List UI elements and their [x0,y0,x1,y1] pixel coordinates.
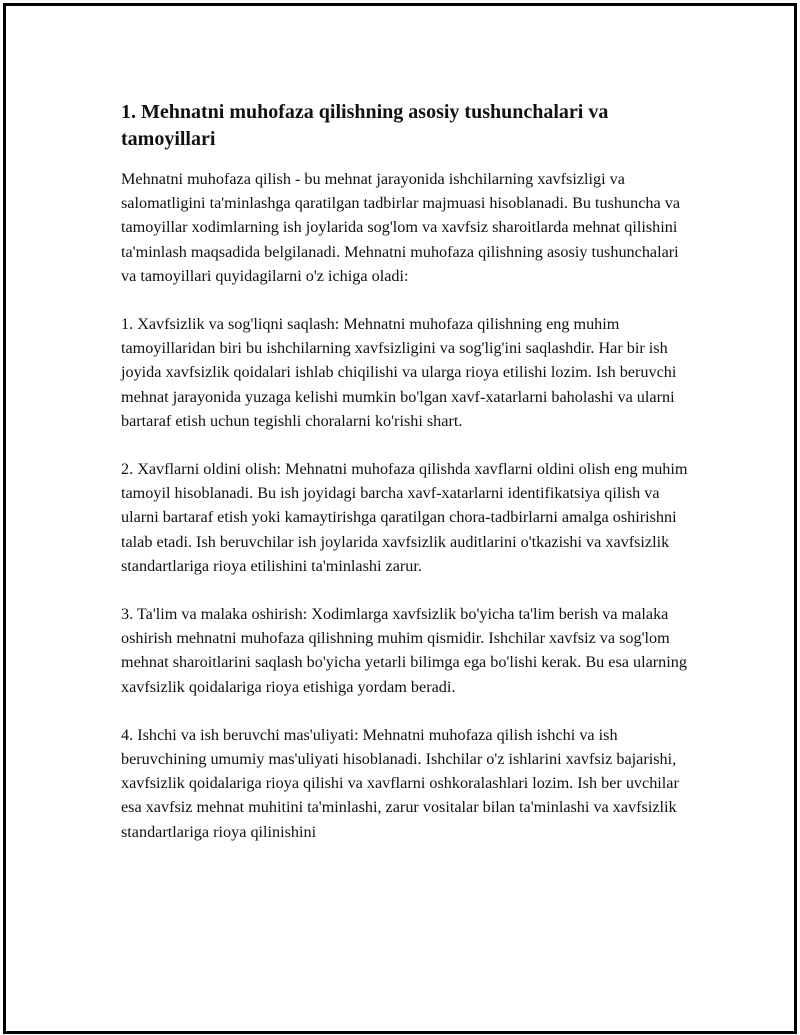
principle-prevention-paragraph: 2. Xavflarni oldini olish: Mehnatni muhofaza qilishda xavflarni oldini olish eng muhim tamoyil hisoblanadi. Bu ish joyidagi barcha xavf-xatarlarni identifikatsiya qilish va ularni bartaraf etish yoki kamaytirishga qaratilgan chora-tadbirlarni amalga oshirishni talab etadi. Ish beruvchilar ish joylarida xavfsizlik auditlarini o'tkazishi va xavfsizlik standartlariga rioya etilishini ta'minlashi zarur. [121,460,688,575]
section-heading: 1. Mehnatni muhofaza qilishning asosiy tushunchalari va tamoyillari [121,101,609,150]
principle-responsibility-paragraph: 4. Ishchi va ish beruvchi mas'uliyati: Mehnatni muhofaza qilish ishchi va ish beruvchining umumiy mas'uliyati hisoblanadi. Ishchilar o'z ishlarini xavfsiz bajarishi, xavfsizlik qoidalariga rioya qilishi va xavflarni oshkoralashlari lozim. Ish ber uvchilar esa xavfsiz mehnat muhitini ta'minlashi, zarur vositalar bilan ta'minlashi va xavfsizlik standartlariga rioya qilinishini [121,725,679,841]
page-frame [3,3,797,1034]
intro-paragraph: Mehnatni muhofaza qilish - bu mehnat jarayonida ishchilarning xavfsizligi va salomatligini ta'minlashga qaratilgan tadbirlar majmuasi hisoblanadi. Bu tushuncha va tamoyillar xodimlarning ish joylarida sog'lom va xavfsiz sharoitlarda mehnat qilishini ta'minlash maqsadida belgilanadi. Mehnatni muhofaza qilishning asosiy tushunchalari va tamoyillari quyidagilarni o'z ichiga oladi: [121,170,681,285]
document-body [121,99,693,868]
principle-training-paragraph: 3. Ta'lim va malaka oshirish: Xodimlarga xavfsizlik bo'yicha ta'lim berish va malaka oshirish mehnatni muhofaza qilishning muhim qismidir. Ishchilar xavfsiz va sog'lom mehnat sharoitlarini saqlash bo'yicha yetarli bilimga ega bo'lishi kerak. Bu esa ularning xavfsizlik qoidalariga rioya etishiga yordam beradi. [121,605,687,696]
principle-safety-paragraph: 1. Xavfsizlik va sog'liqni saqlash: Mehnatni muhofaza qilishning eng muhim tamoyillaridan biri bu ishchilarning xavfsizligini va sog'lig'ini saqlashdir. Har bir ish joyida xavfsizlik qoidalari ishlab chiqilishi va ularga rioya etilishi lozim. Ish beruvchi mehnat jarayonida yuzaga kelishi mumkin bo'lgan xavf-xatarlarni baholashi va ularni bartaraf etish uchun tegishli choralarni ko'rishi shart. [121,315,677,430]
